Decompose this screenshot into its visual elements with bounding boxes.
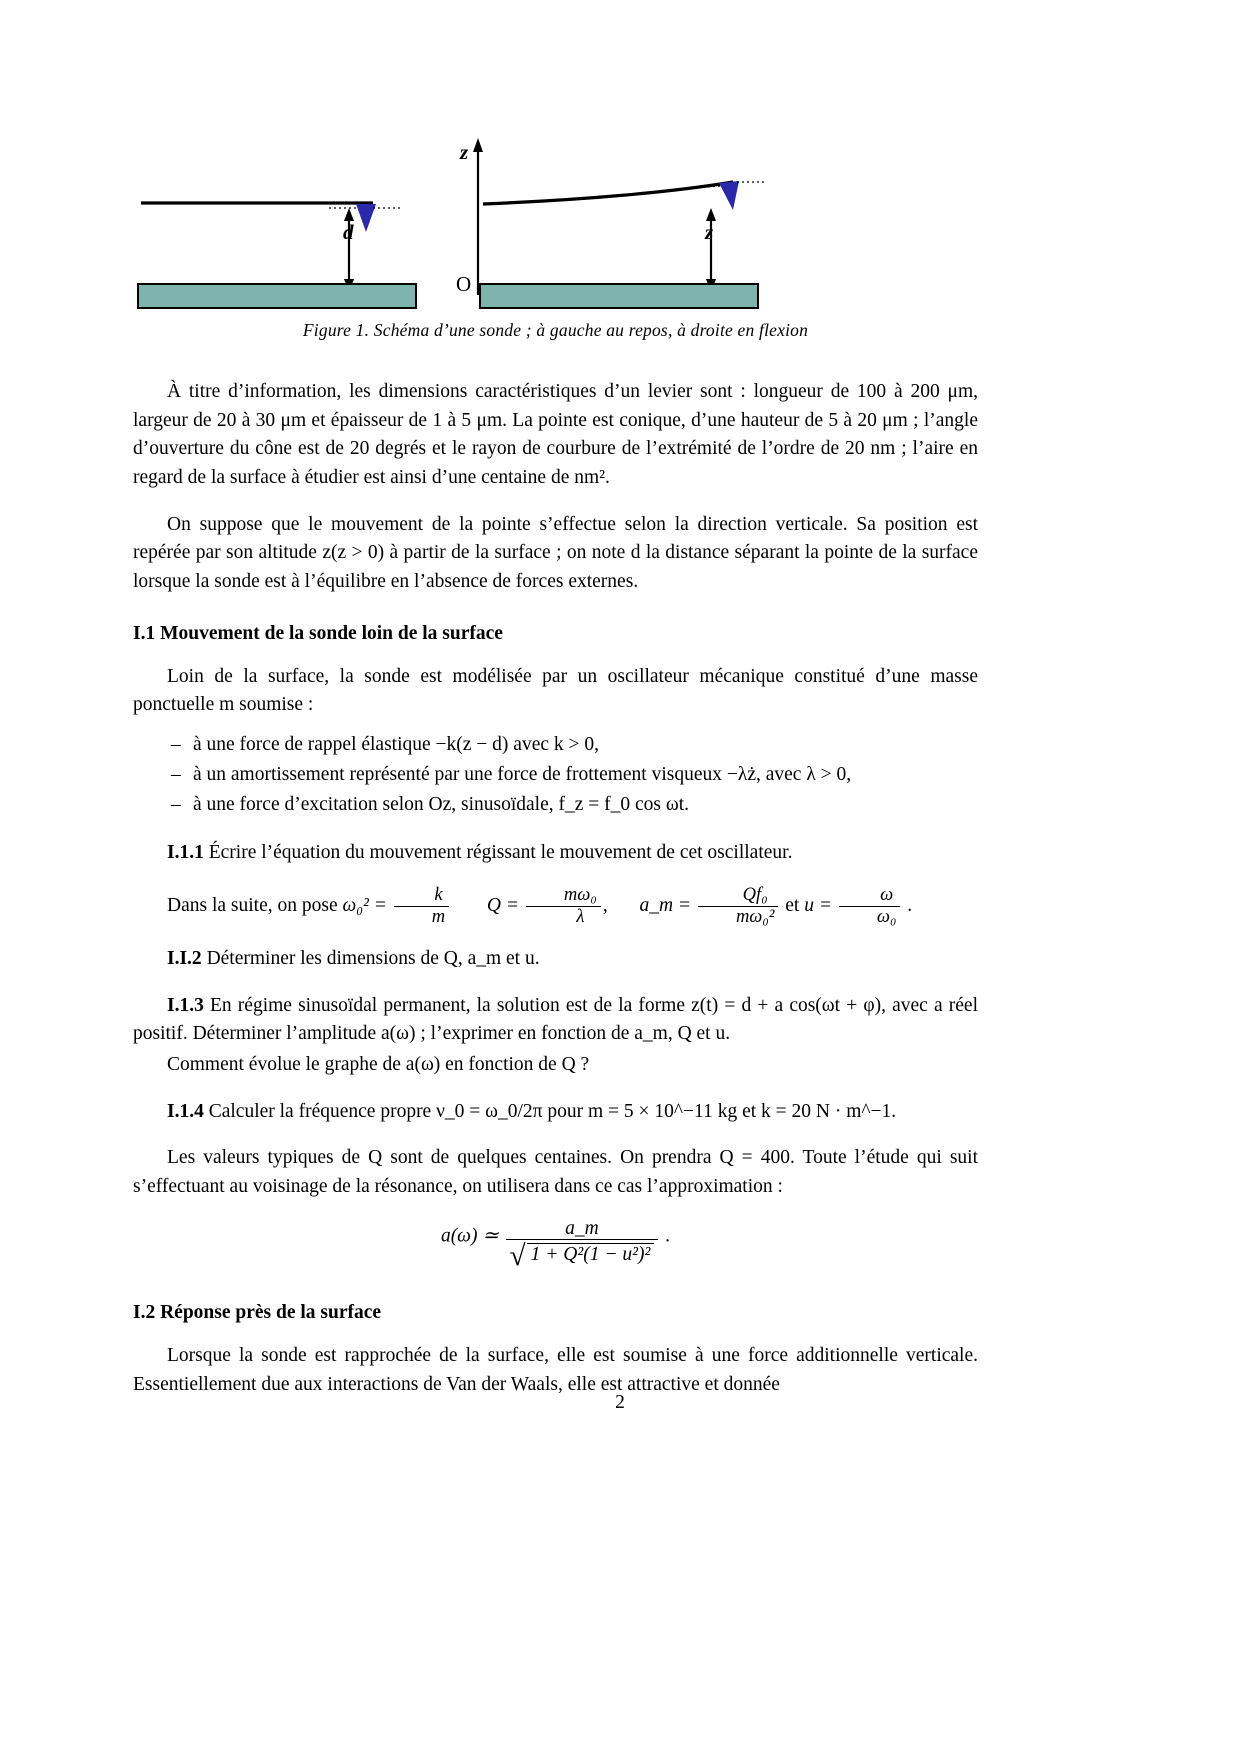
tip-right	[719, 181, 739, 210]
figure-label-z: z	[705, 220, 714, 244]
question-i1-3	[133, 992, 978, 1049]
equation-approximation	[133, 1218, 978, 1273]
fraction-denominator: mω₀²	[698, 906, 778, 927]
fraction-numerator: k	[434, 884, 443, 906]
fraction-numerator: a_m	[565, 1217, 599, 1239]
fraction-momega0-over-lambda	[526, 885, 601, 927]
question-label: I.1.1	[167, 841, 204, 863]
probe-schematic-svg	[133, 120, 978, 350]
paragraph-motion-text: On suppose que le mouvement de la pointe s’effectue selon la direction verticale. Sa position est repérée par son altitude z(z > 0) à partir de la surface ; on note d la distance séparant la pointe de la surface lorsque la sonde est à l’équilibre en l’absence de forces externes.	[133, 513, 978, 592]
list-item	[171, 730, 978, 760]
fraction-denominator: m	[394, 906, 449, 927]
list-oscillator-forces	[133, 730, 978, 821]
question-i1-1	[133, 839, 978, 868]
fraction-omega-over-omega0	[839, 885, 901, 927]
fraction-numerator: mω₀	[563, 884, 597, 906]
equation-definitions: Dans la suite, on pose ω₀² = $\frac{k}{m}$ Q = $\frac{\text{mω₀}}{\lambda}$ , a_m = $\frac{\text{Qf₀}}{\text{mω₀²}}$ et u = $\frac{\omega}{\text{ω₀}}$ .	[167, 884, 913, 927]
figure-label-d: d	[343, 220, 354, 244]
am-definition-label: a_m =	[639, 895, 692, 917]
u-definition-label: u =	[804, 895, 832, 917]
page-content	[133, 120, 978, 1399]
fraction-k-over-m	[394, 885, 449, 927]
section-heading-i2: I.2 Réponse près de la surface	[133, 1302, 382, 1324]
radicand: 1 + Q²(1 − u²)²	[527, 1243, 655, 1265]
question-label: I.I.2	[167, 947, 202, 969]
question-text: Calculer la fréquence propre ν_0 = ω_0/2π pour m = 5 × 10^−11 kg et k = 20 N · m^−1.	[208, 1100, 897, 1122]
omega0-squared: ω₀² =	[342, 895, 387, 917]
list-item-label: à un amortissement représenté par une force de frottement visqueux −λż, avec λ > 0,	[193, 764, 852, 786]
paragraph-dimensions-text: À titre d’information, les dimensions caractéristiques d’un levier sont : longueur de 100 à 200 μm, largeur de 20 à 30 μm et épaisseur de 1 à 5 μm. La pointe est conique, d’une hauteur de 5 à 20 μm ; l’angle d’ouverture du cône est de 20 degrés et le rayon de courbure de l’extrémité de l’ordre de 20 nm ; l’aire en regard de la surface à étudier est ainsi d’une centaine de nm².	[133, 381, 978, 488]
figure-caption: Figure 1. Schéma d’une sonde ; à gauche au repos, à droite en flexion	[302, 320, 809, 340]
paragraph-motion	[133, 511, 978, 597]
pose-lead: Dans la suite, on pose	[167, 895, 338, 917]
paragraph-i1-intro	[133, 663, 978, 720]
trailing-period: .	[907, 895, 913, 917]
page-number: 2	[615, 1392, 625, 1413]
question-i1-3-followup	[133, 1051, 978, 1080]
question-label: I.1.4	[167, 1100, 204, 1122]
question-i1-4	[133, 1098, 978, 1127]
paragraph-dimensions	[133, 378, 978, 493]
question-text: Écrire l’équation du mouvement régissant le mouvement de cet oscillateur.	[208, 841, 793, 863]
list-item	[171, 760, 978, 790]
fraction-denominator	[506, 1239, 659, 1272]
fraction-qf0-over-momega0sq	[698, 885, 778, 927]
paragraph-i2-intro-text: Lorsque la sonde est rapprochée de la surface, elle est soumise à une force additionnelle verticale. Essentiellement due aux interactions de Van der Waals, elle est attractive et donnée	[133, 1345, 978, 1395]
fraction-numerator: Qf₀	[742, 884, 768, 906]
list-item	[171, 790, 978, 820]
question-label: I.1.3	[167, 994, 204, 1016]
substrate-right	[480, 284, 758, 308]
paragraph-typical-q-values-text: Les valeurs typiques de Q sont de quelques centaines. On prendra Q = 400. Toute l’étude qui suit s’effectuant au voisinage de la résonance, on utilisera dans ce cas l’approximation :	[133, 1147, 978, 1197]
radical-sign: √	[509, 1240, 526, 1272]
fraction-numerator: ω	[880, 884, 894, 906]
question-text: Comment évolue le graphe de a(ω) en fonction de Q ?	[167, 1053, 590, 1075]
fraction-denominator: λ	[526, 906, 601, 927]
question-text: En régime sinusoïdal permanent, la solution est de la forme z(t) = d + a cos(ωt + φ), avec a réel positif. Déterminer l’amplitude a(ω) ; l’exprimer en fonction de a_m, Q et u.	[133, 994, 978, 1045]
fraction-denominator: ω₀	[839, 906, 901, 927]
section-heading-i1: I.1 Mouvement de la sonde loin de la surface	[133, 622, 503, 644]
paragraph-i2-intro	[133, 1342, 978, 1399]
substrate-left	[138, 284, 416, 308]
paragraph-i1-intro-text: Loin de la surface, la sonde est modélisée par un oscillateur mécanique constitué d’une masse ponctuelle m soumise :	[133, 665, 978, 716]
equation-lhs: a(ω) ≃	[440, 1225, 499, 1247]
cantilever-right	[483, 182, 733, 204]
z-axis-arrowhead	[473, 138, 483, 152]
question-text: Déterminer les dimensions de Q, a_m et u.	[206, 947, 540, 969]
equation-trailing-period: .	[665, 1225, 671, 1247]
q-definition-label: Q =	[486, 895, 520, 917]
fraction-am-over-sqrt	[506, 1218, 659, 1273]
figure-label-origin: O	[456, 272, 472, 296]
conjunction-et: et	[785, 895, 800, 917]
paragraph-typical-q-values	[133, 1144, 978, 1201]
question-i1-2	[133, 945, 978, 974]
list-item-label: à une force de rappel élastique −k(z − d) avec k > 0,	[193, 733, 600, 755]
figure-1	[133, 120, 978, 360]
figure-label-axis-z: z	[460, 140, 469, 164]
list-item-label: à une force d’excitation selon Oz, sinusoïdale, f_z = f_0 cos ωt.	[193, 794, 690, 816]
